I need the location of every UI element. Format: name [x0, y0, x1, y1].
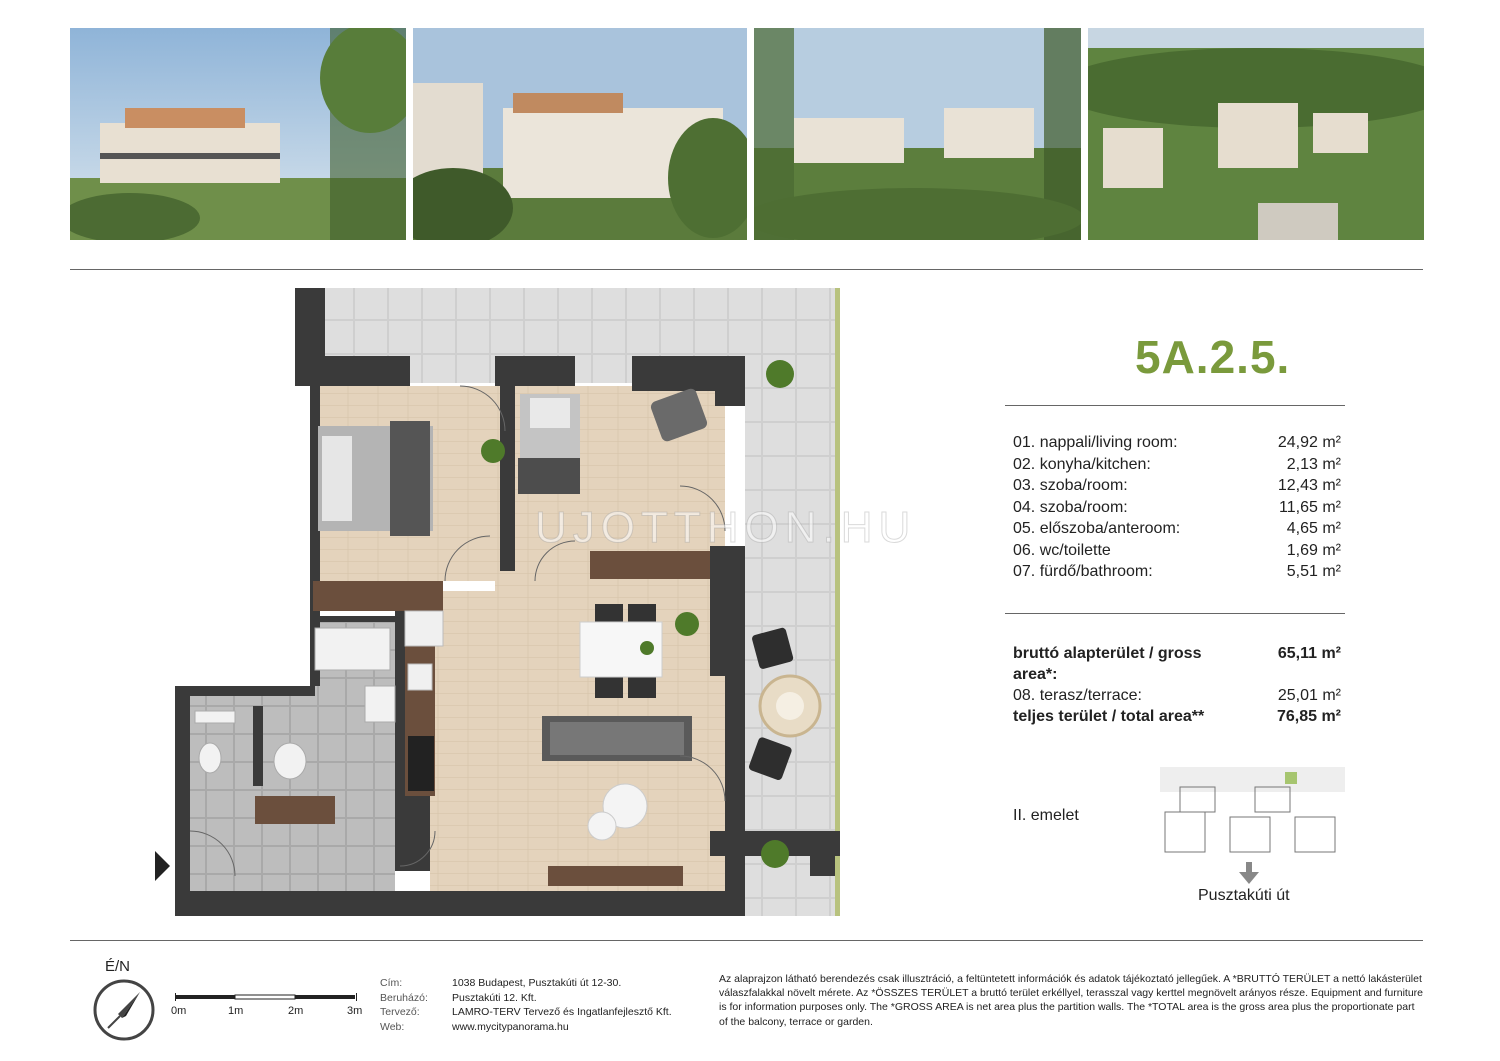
room-row: [1013, 497, 1341, 519]
project-info-labels: [380, 976, 428, 1034]
web-link[interactable]: www.mycitypanorama.hu: [452, 1020, 569, 1033]
room-row: [1013, 454, 1341, 476]
site-key-plan: [1160, 767, 1345, 860]
room-label: 01. nappali/living room:: [1013, 434, 1178, 451]
room-area: 5,51 m²: [1286, 563, 1341, 580]
designer-label: Tervező:: [380, 1006, 420, 1018]
total-area-value: 76,85 m²: [1276, 708, 1341, 725]
room-row: [1013, 432, 1341, 454]
floor-plan: [150, 286, 840, 916]
scale-label: 3m: [347, 1005, 363, 1017]
project-info-values: [452, 976, 672, 1034]
room-list: [1013, 432, 1341, 583]
terrace-value: 25,01 m²: [1277, 687, 1341, 704]
unit-title: 5A.2.5.: [1135, 331, 1291, 383]
compass-label: É/N: [105, 958, 131, 975]
watermark: UJOTTHON.HU: [535, 503, 917, 552]
sofa: [542, 716, 692, 761]
room-label: 03. szoba/room:: [1013, 477, 1128, 494]
terrace-row: [1013, 685, 1341, 706]
side-table: [588, 812, 616, 840]
room-label: 05. előszoba/anteroom:: [1013, 520, 1181, 537]
render-photo-1: [70, 28, 406, 240]
terrace-label: 08. terasz/terrace:: [1013, 687, 1142, 704]
room-area: 12,43 m²: [1277, 477, 1341, 494]
arrow-down-icon: [1239, 862, 1259, 884]
room-row: [1013, 475, 1341, 497]
address-value: 1038 Budapest, Pusztakúti út 12-30.: [452, 977, 622, 989]
developer-label: Beruházó:: [380, 991, 428, 1004]
entrance-arrow: [155, 851, 170, 881]
total-area-label: teljes terület / total area**: [1013, 708, 1205, 725]
room-row: [1013, 540, 1341, 562]
single-bed: [518, 394, 580, 494]
bottom-divider: [70, 940, 1423, 941]
disclaimer-text: Az alaprajzon látható berendezés csak illusztráció, a feltüntetett információk és adatok tájékoztató jellegűek. A *BRUTTÓ TERÜLET a nettó lakásterület válaszfalakkal növelt mérete. Az *ÖSSZES TERÜLET a bruttó terület erkéllyel, terasszal vagy kerttel megnövelt arányos része. Equipment and furniture is for information purposes only. The *GROSS AREA is net area plus the partition walls. The *TOTAL area is the gross area plus the proportionate part of the balcony, terrace or garden.: [719, 973, 1424, 1028]
total-area-row: [1013, 706, 1341, 727]
room-area: 11,65 m²: [1279, 498, 1341, 516]
room-area: 2,13 m²: [1286, 455, 1341, 473]
scale-label: 0m: [171, 1005, 187, 1017]
floor-label: II. emelet: [1013, 807, 1079, 824]
render-photo-3: [754, 28, 1081, 240]
panel-divider-top: [1005, 405, 1345, 406]
room-label: 02. konyha/kitchen:: [1013, 455, 1151, 473]
scale-label: 1m: [228, 1005, 244, 1017]
render-photo-2: [413, 28, 747, 240]
web-label: Web:: [380, 1020, 405, 1033]
street-label: Pusztakúti út: [1198, 887, 1290, 904]
gross-area-row: [1013, 643, 1341, 685]
gross-area-label: bruttó alapterület / gross area*:: [1013, 645, 1202, 683]
developer-value: Pusztakúti 12. Kft.: [452, 991, 537, 1004]
room-area: 24,92 m²: [1277, 434, 1341, 451]
room-area: 1,69 m²: [1286, 541, 1341, 559]
room-row: [1013, 561, 1341, 583]
panel-divider-mid: [1005, 613, 1345, 614]
room-label: 06. wc/toilette: [1013, 541, 1111, 559]
double-bed: [318, 421, 433, 536]
designer-value: LAMRO-TERV Tervező és Ingatlanfejlesztő Kft.: [452, 1006, 672, 1018]
top-divider: [70, 269, 1423, 270]
room-row: [1013, 518, 1341, 540]
gross-area-value: 65,11 m²: [1277, 645, 1341, 662]
scale-bar: [175, 993, 357, 1023]
area-totals: [1013, 643, 1341, 727]
room-area: 4,65 m²: [1286, 520, 1341, 537]
room-label: 07. fürdő/bathroom:: [1013, 563, 1153, 580]
render-photo-4: [1088, 28, 1424, 240]
room-label: 04. szoba/room:: [1013, 498, 1128, 516]
address-label: Cím:: [380, 977, 403, 989]
scale-label: 2m: [288, 1005, 304, 1017]
compass-icon: [92, 978, 156, 1042]
